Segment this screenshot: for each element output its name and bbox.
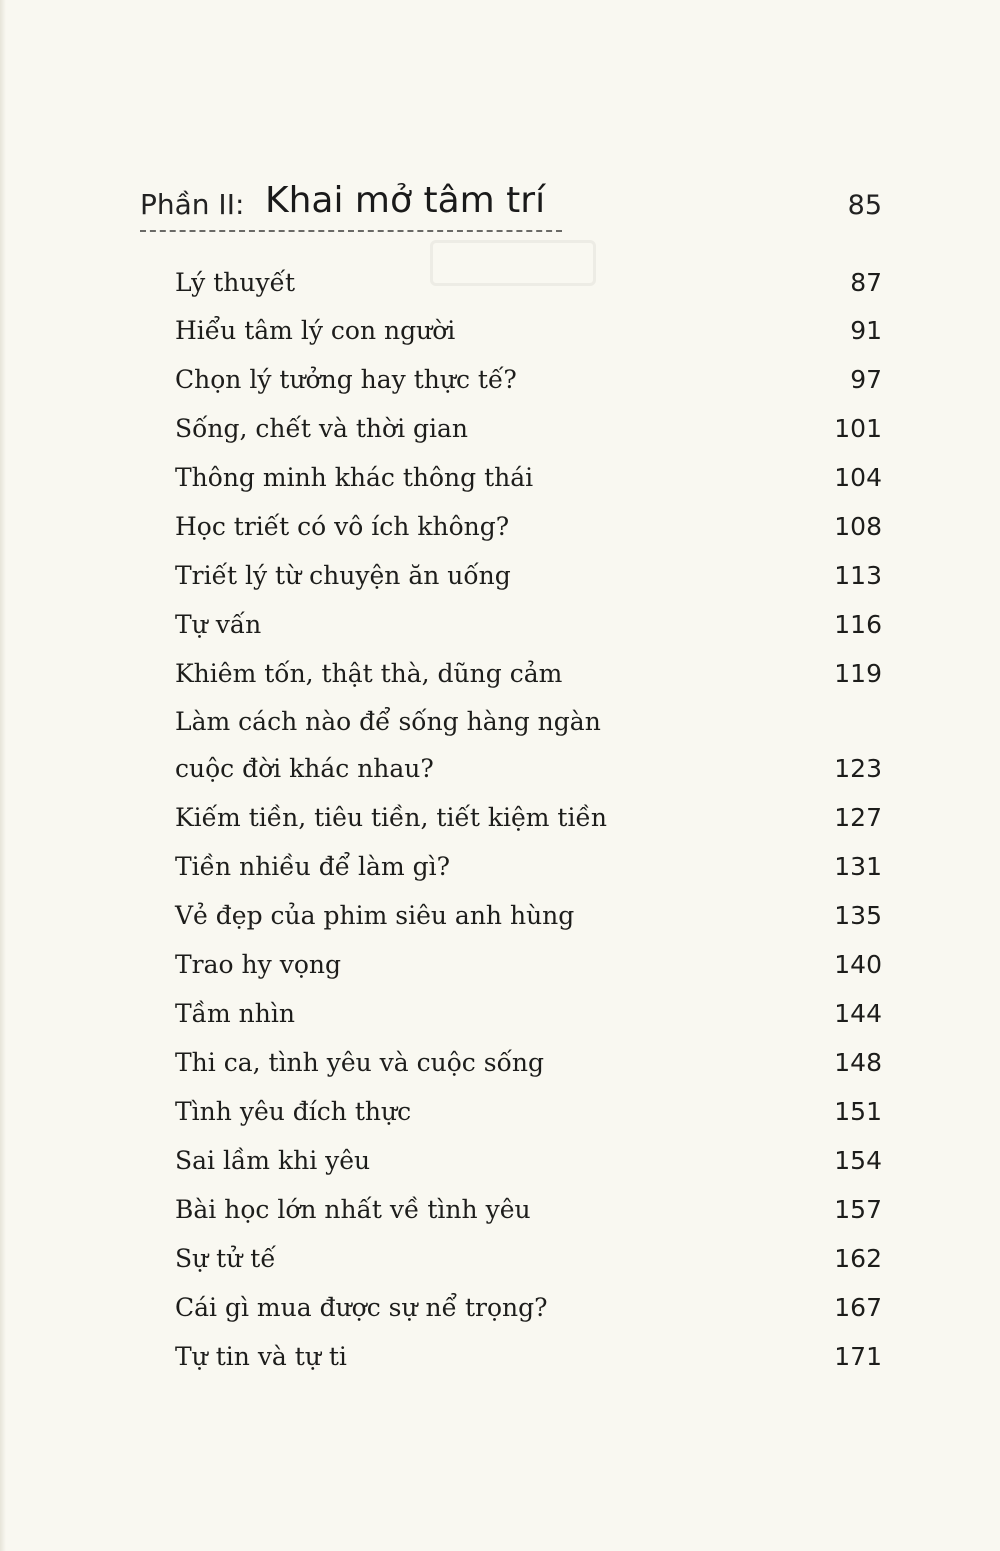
toc-entry-page: 144 (834, 999, 882, 1028)
toc-entry-title: Bài học lớn nhất về tình yêu (175, 1195, 531, 1224)
toc-entry-page: 108 (834, 512, 882, 541)
page-edge (0, 0, 6, 1551)
toc-entry[interactable] (175, 1288, 882, 1328)
toc-entry-title: Sống, chết và thời gian (175, 414, 469, 443)
toc-entry-title: Làm cách nào để sống hàng ngàn (175, 707, 601, 736)
toc-entry-title: Thi ca, tình yêu và cuộc sống (175, 1048, 544, 1077)
toc-entry[interactable] (175, 1141, 882, 1181)
toc-entry[interactable] (175, 360, 882, 400)
toc-entry-page: 101 (834, 414, 882, 443)
toc-entry[interactable] (175, 994, 882, 1034)
toc-entry-page: 151 (834, 1097, 882, 1126)
part-page-number: 85 (847, 190, 882, 221)
toc-entry-page: 104 (834, 463, 882, 492)
toc-entry-page: 157 (834, 1195, 882, 1224)
part-heading-rule (140, 230, 562, 232)
toc-entry[interactable] (175, 654, 882, 694)
toc-entry-page: 97 (850, 365, 882, 394)
toc-entry[interactable] (175, 749, 882, 789)
toc-entry[interactable] (175, 556, 882, 596)
toc-entry-title: Tiền nhiều để làm gì? (175, 852, 451, 881)
toc-entry-page: 148 (834, 1048, 882, 1077)
toc-entry[interactable] (175, 1239, 882, 1279)
toc-entry-page: 87 (850, 268, 882, 297)
toc-entry-title: Hiểu tâm lý con người (175, 316, 456, 345)
toc-entry-title: Cái gì mua được sự nể trọng? (175, 1293, 548, 1322)
toc-entry-title: Kiếm tiền, tiêu tiền, tiết kiệm tiền (175, 803, 607, 832)
toc-entry-title: Tự tin và tự ti (175, 1342, 347, 1371)
toc-entry-page: 91 (850, 316, 882, 345)
toc-entry-title: Tình yêu đích thực (175, 1097, 412, 1126)
toc-entry-page: 131 (834, 852, 882, 881)
toc-entry-page: 135 (834, 901, 882, 930)
part-heading (140, 178, 882, 238)
toc-entry-title: Sai lầm khi yêu (175, 1146, 371, 1175)
toc-entry-page: 154 (834, 1146, 882, 1175)
toc-entry-page: 140 (834, 950, 882, 979)
toc-entry[interactable] (175, 1337, 882, 1377)
toc-entry[interactable] (175, 458, 882, 498)
toc-entry[interactable] (175, 263, 882, 303)
toc-entry[interactable] (175, 896, 882, 936)
toc-entry-title: Khiêm tốn, thật thà, dũng cảm (175, 659, 563, 688)
toc-entry-page: 162 (834, 1244, 882, 1273)
toc-entry[interactable] (175, 311, 882, 351)
toc-entry[interactable] (175, 702, 882, 742)
toc-entry-title: Thông minh khác thông thái (175, 463, 534, 492)
toc-entry-page: 116 (834, 610, 882, 639)
toc-entry-title: Trao hy vọng (175, 950, 341, 979)
toc-entry[interactable] (175, 409, 882, 449)
toc-entry-title: Chọn lý tưởng hay thực tế? (175, 365, 517, 394)
toc-entry-page: 123 (834, 754, 882, 783)
toc-entry-title: Sự tử tế (175, 1244, 276, 1273)
part-title: Khai mở tâm trí (265, 180, 546, 221)
toc-entry[interactable] (175, 945, 882, 985)
part-prefix: Phần II: (140, 188, 245, 221)
toc-entry[interactable] (175, 847, 882, 887)
toc-entry-title: Học triết có vô ích không? (175, 512, 510, 541)
toc-entry-title: Lý thuyết (175, 268, 296, 297)
toc-entry-page: 113 (834, 561, 882, 590)
toc-entry-title: Triết lý từ chuyện ăn uống (175, 561, 511, 590)
toc-entry[interactable] (175, 1092, 882, 1132)
toc-entry-title: Tự vấn (175, 610, 262, 639)
toc-entry-page: 171 (834, 1342, 882, 1371)
toc-entry-page: 167 (834, 1293, 882, 1322)
toc-entry[interactable] (175, 1043, 882, 1083)
toc-entry[interactable] (175, 1190, 882, 1230)
toc-entry-title: Vẻ đẹp của phim siêu anh hùng (175, 901, 575, 930)
toc-entry[interactable] (175, 605, 882, 645)
toc-entry-title: cuộc đời khác nhau? (175, 754, 434, 783)
toc-entry-page: 119 (834, 659, 882, 688)
toc-entry-title: Tầm nhìn (175, 999, 295, 1028)
toc-entry[interactable] (175, 507, 882, 547)
toc-entry[interactable] (175, 798, 882, 838)
toc-entry-page: 127 (834, 803, 882, 832)
